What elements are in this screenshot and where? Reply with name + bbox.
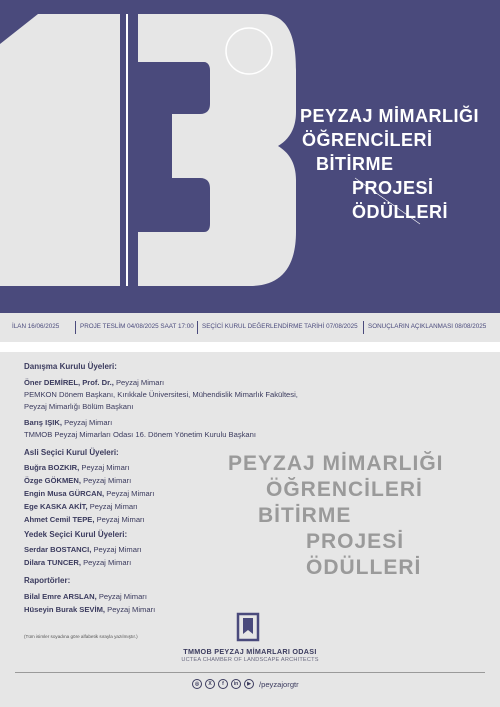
- member-detail: TMMOB Peyzaj Mimarları Odası 16. Dönem Yönetim Kurulu Başkanı: [24, 430, 256, 439]
- member-name: Hüseyin Burak SEVİM,: [24, 605, 106, 614]
- hero-banner: [0, 0, 500, 313]
- member-line: [24, 418, 112, 427]
- hero-title-line: PROJESİ: [352, 178, 434, 198]
- member-name: Özge GÖKMEN,: [24, 476, 81, 485]
- section-heading-yedek: Yedek Seçici Kurul Üyeleri:: [24, 530, 128, 539]
- member-name: Serdar BOSTANCI,: [24, 545, 92, 554]
- member-role: Peyzaj Mimarı: [104, 489, 155, 498]
- chamber-logo-icon: [236, 612, 260, 642]
- date-strip: [0, 321, 500, 335]
- member-line: [24, 558, 131, 567]
- member-role: Peyzaj Mimarı: [94, 515, 145, 524]
- social-handle[interactable]: /peyzajorgtr: [259, 679, 299, 689]
- award-title-line: ÖDÜLLERİ: [306, 556, 422, 579]
- section-heading-asli: Asli Seçici Kurul Üyeleri:: [24, 448, 119, 457]
- member-name: Dilara TUNCER,: [24, 558, 81, 567]
- hero-title-line: ÖDÜLLERİ: [352, 202, 448, 222]
- member-role: Peyzaj Mimarı: [80, 476, 132, 485]
- award-title-line: ÖĞRENCİLERİ: [266, 478, 423, 501]
- date-proje-teslim: PROJE TESLİM 04/08/2025 SAAT 17:00: [80, 323, 194, 330]
- member-line: [24, 489, 154, 498]
- award-title-line: PROJESİ: [306, 530, 405, 553]
- member-line: [24, 545, 142, 554]
- award-title-gray: [228, 451, 488, 581]
- x-icon[interactable]: X: [205, 679, 215, 689]
- footnote: (Tüm isimler soyadına göre alfabetik sırayla yazılmıştır.): [24, 634, 138, 639]
- member-line: [24, 502, 138, 511]
- member-name: Ege KASKA AKİT,: [24, 502, 88, 511]
- member-name: Ahmet Cemil TEPE,: [24, 515, 95, 524]
- member-detail: PEMKON Dönem Başkanı, Kırıkkale Üniversitesi, Mühendislik Mimarlık Fakültesi,: [24, 390, 298, 399]
- award-title-line: PEYZAJ MİMARLIĞI: [228, 452, 444, 475]
- hero-title-line: BİTİRME: [316, 154, 394, 174]
- social-bar: [192, 678, 299, 690]
- award-title-line: BİTİRME: [258, 504, 352, 527]
- section-heading-danisma: Danışma Kurulu Üyeleri:: [24, 362, 117, 371]
- member-name: Engin Musa GÜRCAN,: [24, 489, 105, 498]
- member-line: [24, 476, 131, 485]
- member-role: Peyzaj Mimarı: [105, 605, 156, 614]
- organization-english: UCTEA CHAMBER OF LANDSCAPE ARCHITECTS: [181, 657, 319, 663]
- hero-title: [300, 104, 490, 224]
- member-line: [24, 378, 164, 387]
- date-ilan: İLAN 16/06/2025: [12, 323, 60, 330]
- organization-name: TMMOB PEYZAJ MİMARLARI ODASI: [183, 647, 317, 656]
- member-detail: Peyzaj Mimarlığı Bölüm Başkanı: [24, 402, 134, 411]
- member-role: Peyzaj Mimarı: [113, 378, 165, 387]
- facebook-icon[interactable]: f: [218, 679, 228, 689]
- member-line: [24, 592, 147, 601]
- member-role: Peyzaj Mimarı: [91, 545, 142, 554]
- member-line: [24, 605, 155, 614]
- footer-divider: [15, 672, 485, 673]
- hero-title-line: PEYZAJ MİMARLIĞI: [300, 106, 480, 126]
- hero-title-line: ÖĞRENCİLERİ: [302, 130, 433, 150]
- instagram-icon[interactable]: ◎: [192, 679, 202, 689]
- date-divider: [197, 321, 198, 334]
- date-sonuc: SONUÇLARIN AÇIKLANMASI 08/08/2025: [368, 323, 487, 330]
- member-name: Barış IŞIK,: [24, 418, 62, 427]
- date-divider: [75, 321, 76, 334]
- member-name: Bilal Emre ARSLAN,: [24, 592, 97, 601]
- member-role: Peyzaj Mimarı: [61, 418, 113, 427]
- date-divider: [363, 321, 364, 334]
- member-role: Peyzaj Mimarı: [96, 592, 147, 601]
- date-secici-kurul: SEÇİCİ KURUL DEĞERLENDİRME TARİHİ 07/08/2025: [202, 323, 358, 330]
- linkedin-icon[interactable]: in: [231, 679, 241, 689]
- member-role: Peyzaj Mimarı: [87, 502, 138, 511]
- white-band: [0, 342, 500, 352]
- member-line: [24, 463, 130, 472]
- member-line: [24, 515, 145, 524]
- youtube-icon[interactable]: ▶: [244, 679, 254, 689]
- member-name: Öner DEMİREL, Prof. Dr.,: [24, 378, 114, 387]
- member-role: Peyzaj Mimarı: [79, 463, 130, 472]
- section-heading-raportor: Raportörler:: [24, 576, 71, 585]
- member-role: Peyzaj Mimarı: [80, 558, 132, 567]
- member-name: Buğra BOZKIR,: [24, 463, 80, 472]
